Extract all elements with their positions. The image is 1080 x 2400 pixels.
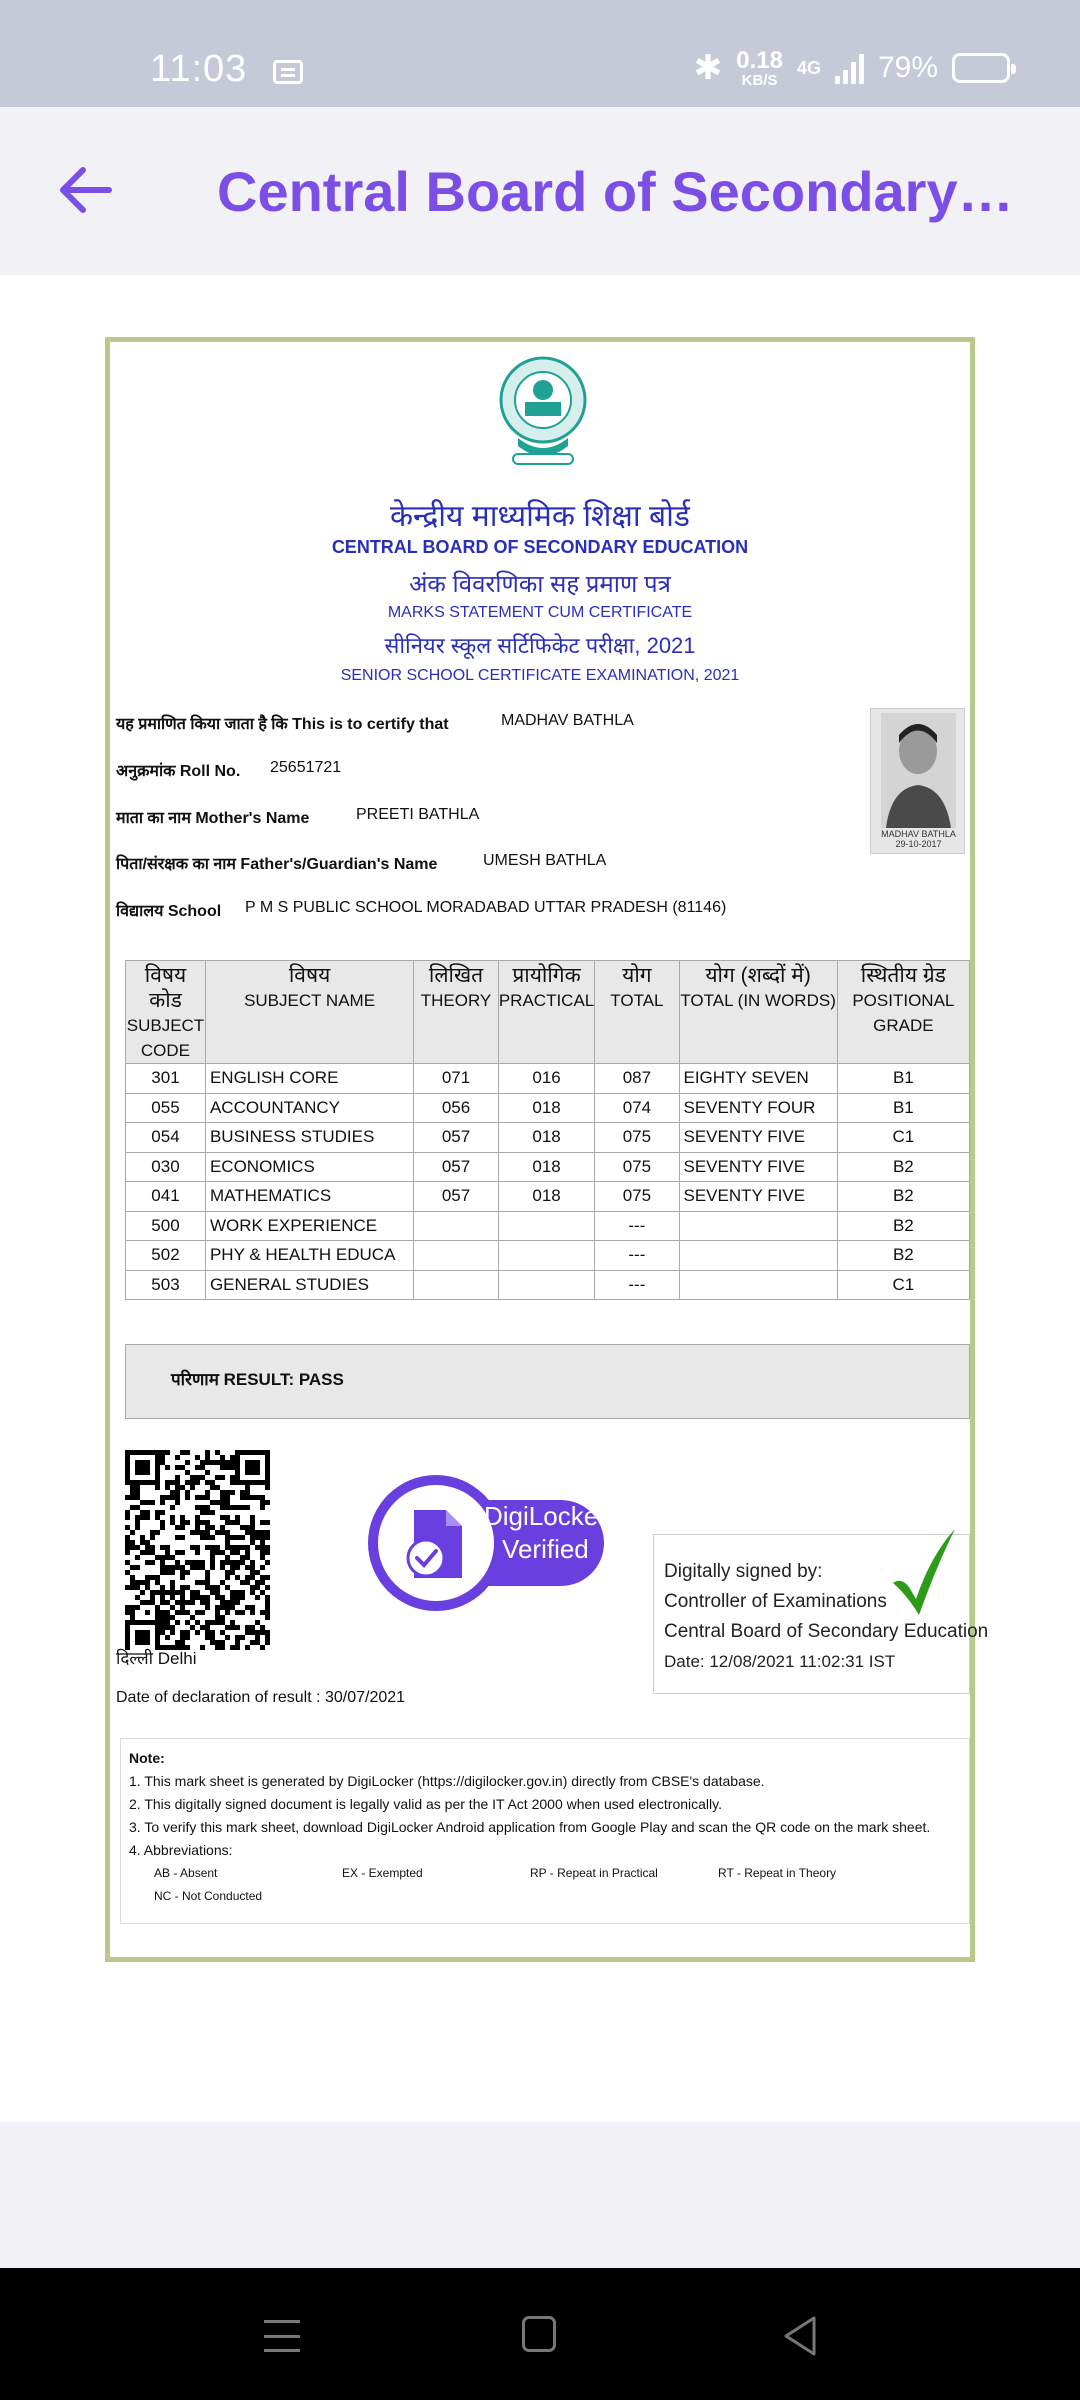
cell-theory: 057 (414, 1123, 499, 1153)
cell-grade: C1 (837, 1123, 969, 1153)
battery-percent: 79% (877, 51, 938, 84)
signature-line2: Controller of Examinations (664, 1591, 887, 1612)
father-name-label: पिता/संरक्षक का नाम Father's/Guardian's Name (116, 856, 438, 873)
cell-practical (498, 1270, 594, 1300)
photo-caption-date: 29-10-2017 (895, 839, 942, 849)
cell-practical (498, 1211, 594, 1241)
cell-name: BUSINESS STUDIES (205, 1123, 413, 1153)
school-name: P M S PUBLIC SCHOOL MORADABAD UTTAR PRADESH (81146) (245, 899, 727, 916)
home-icon[interactable] (522, 2316, 556, 2352)
cell-practical: 016 (498, 1064, 594, 1094)
message-notification-icon (273, 60, 303, 84)
certify-label: यह प्रमाणित किया जाता है कि This is to certify that (116, 716, 449, 733)
cell-theory: 056 (414, 1093, 499, 1123)
cell-practical: 018 (498, 1123, 594, 1153)
cell-grade: C1 (837, 1270, 969, 1300)
cell-name: MATHEMATICS (205, 1182, 413, 1212)
board-name-hindi: केन्द्रीय माध्यमिक शिक्षा बोर्ड (390, 500, 690, 533)
cell-code: 502 (126, 1241, 206, 1271)
note-item: 1. This mark sheet is generated by DigiLocker (https://digilocker.gov.in) directly from CBSE's database. (129, 1773, 765, 1789)
cell-name: WORK EXPERIENCE (205, 1211, 413, 1241)
signal-strength-icon (835, 52, 864, 84)
cell-code: 301 (126, 1064, 206, 1094)
table-row (126, 1241, 970, 1271)
cell-code: 030 (126, 1152, 206, 1182)
cell-grade: B1 (837, 1064, 969, 1094)
student-name: MADHAV BATHLA (501, 712, 634, 729)
status-icons (694, 48, 1010, 88)
notes-title: Note: (129, 1750, 165, 1766)
mother-name-label: माता का नाम Mother's Name (116, 810, 310, 827)
cell-grade: B2 (837, 1211, 969, 1241)
cell-name: ENGLISH CORE (205, 1064, 413, 1094)
bluetooth-icon: ✱ (693, 49, 723, 87)
status-time: 11:03 (150, 48, 248, 90)
cell-total: 075 (595, 1152, 679, 1182)
note-item: 2. This digitally signed document is legally valid as per the IT Act 2000 when used electronically. (129, 1796, 722, 1812)
system-navigation-bar (0, 2268, 1080, 2400)
status-bar (0, 0, 1080, 107)
app-bar (0, 107, 1080, 275)
cell-words: SEVENTY FIVE (679, 1182, 837, 1212)
mother-name: PREETI BATHLA (356, 806, 480, 823)
roll-no-label: अनुक्रमांक Roll No. (116, 763, 241, 780)
student-photo-image (881, 713, 956, 828)
note-item: 3. To verify this mark sheet, download DigiLocker Android application from Google Play and scan the QR code on the mark sheet. (129, 1819, 931, 1835)
cell-total: --- (595, 1270, 679, 1300)
abbreviations-row (129, 1862, 961, 1885)
cell-grade: B2 (837, 1182, 969, 1212)
cell-name: GENERAL STUDIES (205, 1270, 413, 1300)
col-grade: स्थितीय ग्रेड POSITIONAL GRADE (837, 961, 969, 1064)
table-row (126, 1270, 970, 1300)
abbreviations-row (129, 1885, 961, 1908)
exam-name-hindi: सीनियर स्कूल सर्टिफिकेट परीक्षा, 2021 (384, 633, 696, 658)
table-row (126, 1152, 970, 1182)
signature-line3: Central Board of Secondary Education (664, 1621, 989, 1642)
abbreviation-item: AB - Absent (154, 1866, 218, 1880)
signature-line1: Digitally signed by: (664, 1561, 823, 1582)
col-total-words: योग (शब्दों में) TOTAL (IN WORDS) (679, 961, 837, 1064)
cell-code: 055 (126, 1093, 206, 1123)
cell-total: 074 (595, 1093, 679, 1123)
digilocker-label (484, 1500, 607, 1566)
marks-table (125, 960, 970, 1300)
cell-total: 087 (595, 1064, 679, 1094)
col-total: योग TOTAL (595, 961, 679, 1064)
cbse-emblem-icon (498, 350, 588, 488)
cell-theory: 071 (414, 1064, 499, 1094)
cell-practical (498, 1241, 594, 1271)
note-item: 4. Abbreviations: (129, 1842, 233, 1858)
notes-section (120, 1738, 970, 1924)
cell-code: 500 (126, 1211, 206, 1241)
menu-icon[interactable] (264, 2316, 300, 2356)
cell-theory (414, 1270, 499, 1300)
cell-practical: 018 (498, 1152, 594, 1182)
digilocker-line2: Verified (502, 1534, 589, 1564)
cell-total: --- (595, 1211, 679, 1241)
cell-theory (414, 1211, 499, 1241)
cell-total: 075 (595, 1123, 679, 1153)
network-speed-value: 0.18 (736, 46, 783, 74)
board-name-english: CENTRAL BOARD OF SECONDARY EDUCATION (331, 537, 749, 557)
digital-signature-box (653, 1534, 989, 1694)
cell-grade: B2 (837, 1241, 969, 1271)
declaration-date: Date of declaration of result : 30/07/2021 (116, 1689, 406, 1706)
col-theory: लिखित THEORY (414, 961, 499, 1064)
place-of-issue: दिल्ली Delhi (116, 1649, 197, 1668)
network-type: 4G (796, 57, 821, 78)
cell-words (679, 1241, 837, 1271)
col-subject-code: विषय कोड SUBJECT CODE (126, 961, 206, 1064)
father-name: UMESH BATHLA (483, 852, 607, 869)
marks-table-header (126, 961, 970, 1064)
cell-code: 503 (126, 1270, 206, 1300)
cell-name: ACCOUNTANCY (205, 1093, 413, 1123)
exam-name-english: SENIOR SCHOOL CERTIFICATE EXAMINATION, 2021 (340, 667, 740, 684)
certificate-title-english: MARKS STATEMENT CUM CERTIFICATE (387, 604, 693, 621)
cell-code: 054 (126, 1123, 206, 1153)
certificate-title-hindi: अंक विवरणिका सह प्रमाण पत्र (409, 571, 671, 598)
table-row (126, 1093, 970, 1123)
digilocker-verified-badge (366, 1470, 608, 1616)
cell-words: SEVENTY FOUR (679, 1093, 837, 1123)
cell-practical: 018 (498, 1182, 594, 1212)
cell-theory: 057 (414, 1152, 499, 1182)
cell-name: PHY & HEALTH EDUCA (205, 1241, 413, 1271)
cell-code: 041 (126, 1182, 206, 1212)
table-row (126, 1182, 970, 1212)
cell-words: SEVENTY FIVE (679, 1152, 837, 1182)
table-row (126, 1064, 970, 1094)
abbreviation-item: RP - Repeat in Practical (530, 1866, 658, 1880)
cell-words (679, 1270, 837, 1300)
digilocker-line1: DigiLocker (484, 1501, 607, 1531)
cell-practical: 018 (498, 1093, 594, 1123)
result-text: परिणाम RESULT: PASS (171, 1370, 344, 1389)
cell-words: EIGHTY SEVEN (679, 1064, 837, 1094)
school-row (116, 899, 727, 921)
signature-date: Date: 12/08/2021 11:02:31 IST (664, 1652, 896, 1671)
marks-certificate (105, 337, 989, 1962)
photo-caption-name: MADHAV BATHLA (881, 829, 956, 839)
photo-caption (871, 829, 966, 849)
network-speed-unit: KB/S (741, 71, 778, 89)
cell-words (679, 1211, 837, 1241)
back-button[interactable] (50, 155, 120, 225)
table-row (126, 1211, 970, 1241)
col-practical: प्रायोगिक PRACTICAL (498, 961, 594, 1064)
cell-words: SEVENTY FIVE (679, 1123, 837, 1153)
abbreviation-item: EX - Exempted (342, 1866, 423, 1880)
table-row (126, 1123, 970, 1153)
cell-grade: B1 (837, 1093, 969, 1123)
document-viewer[interactable] (0, 275, 1080, 2122)
cell-total: 075 (595, 1182, 679, 1212)
qr-code-icon[interactable] (125, 1450, 270, 1650)
abbreviation-item: NC - Not Conducted (154, 1889, 263, 1903)
cell-total: --- (595, 1241, 679, 1271)
father-name-row (116, 852, 607, 874)
green-check-icon (889, 1525, 959, 1620)
cell-theory (414, 1241, 499, 1271)
col-subject-name: विषय SUBJECT NAME (205, 961, 413, 1064)
cell-theory: 057 (414, 1182, 499, 1212)
mother-name-row (116, 806, 480, 828)
student-name-row (116, 712, 634, 734)
abbreviation-item: RT - Repeat in Theory (718, 1866, 837, 1880)
battery-icon (952, 53, 1010, 83)
school-label: विद्यालय School (116, 903, 222, 920)
roll-no: 25651721 (270, 759, 342, 776)
result-box (125, 1344, 970, 1419)
roll-no-row (116, 759, 342, 781)
student-photo (870, 708, 965, 854)
cell-name: ECONOMICS (205, 1152, 413, 1182)
page-title: Central Board of Secondary… (217, 160, 1014, 223)
arrow-left-icon (57, 166, 113, 214)
network-speed (736, 46, 783, 89)
cell-grade: B2 (837, 1152, 969, 1182)
triangle-back-icon[interactable] (780, 2314, 820, 2358)
